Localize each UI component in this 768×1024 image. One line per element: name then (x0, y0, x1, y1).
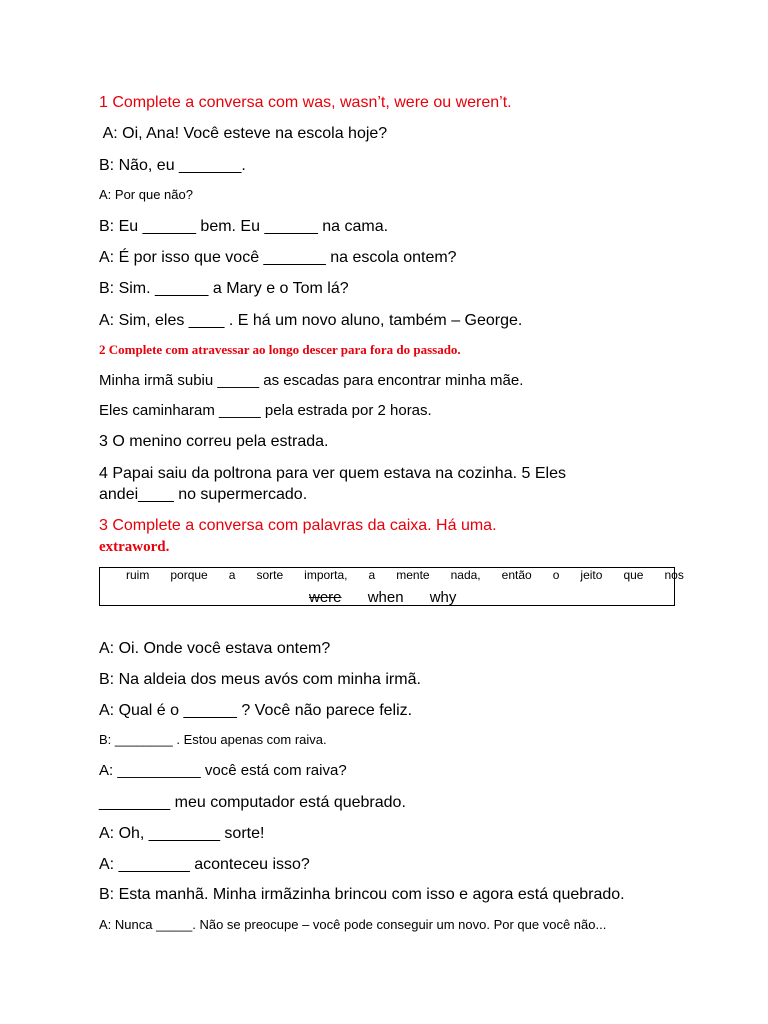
section1-heading: 1 Complete a conversa com was, wasn’t, were ou weren’t. (99, 94, 512, 111)
dialogue-line: B: Esta manhã. Minha irmãzinha brincou com isso e agora está quebrado. (99, 886, 625, 903)
box-word: porque (170, 568, 208, 582)
box-word: importa, (304, 568, 348, 582)
dialogue-line: A: Por que não? (99, 187, 193, 202)
box-word: nada, (450, 568, 481, 582)
box-word-crossed: were (309, 589, 342, 606)
box-word: ruim (126, 568, 150, 582)
dialogue-line: A: Nunca _____. Não se preocupe – você pode conseguir um novo. Por que você não... (99, 917, 607, 932)
section2-heading: 2 Complete com atravessar ao longo descer para fora do passado. (99, 342, 461, 357)
dialogue-line: ________ meu computador está quebrado. (99, 794, 406, 811)
box-word: jeito (580, 568, 603, 582)
section3-heading-continued: extraword. (99, 539, 170, 555)
exercise-line: Minha irmã subiu _____ as escadas para encontrar minha mãe. (99, 372, 524, 389)
section3-heading: 3 Complete a conversa com palavras da caixa. Há uma. (99, 517, 497, 534)
box-word: mente (396, 568, 430, 582)
box-word: o (552, 568, 560, 582)
box-word: a (368, 568, 376, 582)
dialogue-line: B: Na aldeia dos meus avós com minha irmã. (99, 671, 421, 688)
dialogue-line: B: Não, eu _______. (99, 157, 246, 174)
dialogue-line: A: Sim, eles ____ . E há um novo aluno, também – George. (99, 312, 523, 329)
box-word: então (501, 568, 532, 582)
dialogue-line: A: ________ aconteceu isso? (99, 856, 310, 873)
exercise-line: 3 O menino correu pela estrada. (99, 433, 329, 450)
word-box-row (126, 568, 684, 582)
dialogue-line: A: Oi. Onde você estava ontem? (99, 640, 331, 657)
dialogue-line: A: É por isso que você _______ na escola ontem? (99, 249, 457, 266)
dialogue-line: A: Oi, Ana! Você esteve na escola hoje? (99, 125, 388, 142)
dialogue-line: A: Oh, ________ sorte! (99, 825, 265, 842)
box-word: que (623, 568, 644, 582)
dialogue-line: B: Sim. ______ a Mary e o Tom lá? (99, 280, 349, 297)
box-word: when (367, 589, 404, 606)
dialogue-line: A: Qual é o ______ ? Você não parece feliz. (99, 702, 413, 719)
box-word: why (429, 589, 457, 606)
box-word: nos (664, 568, 684, 582)
box-word: a (228, 568, 236, 582)
word-box (99, 567, 684, 606)
dialogue-line: B: Eu ______ bem. Eu ______ na cama. (99, 218, 389, 235)
box-word: sorte (256, 568, 284, 582)
exercise-line: 4 Papai saiu da poltrona para ver quem estava na cozinha. 5 Eles (99, 465, 566, 482)
word-box-row (309, 589, 478, 606)
exercise-line: andei____ no supermercado. (99, 486, 308, 503)
exercise-line: Eles caminharam _____ pela estrada por 2 horas. (99, 402, 432, 419)
dialogue-line: A: __________ você está com raiva? (99, 762, 347, 779)
dialogue-line: B: ________ . Estou apenas com raiva. (99, 732, 327, 747)
